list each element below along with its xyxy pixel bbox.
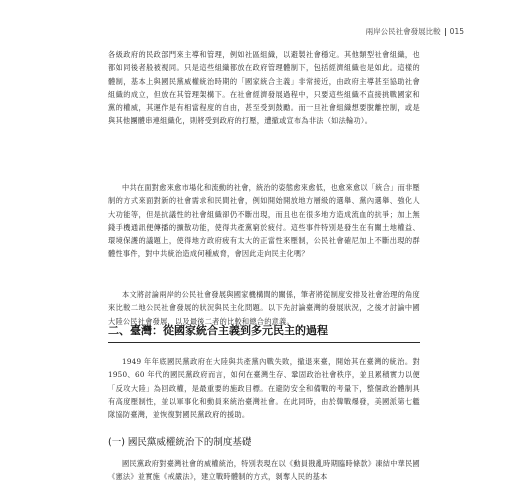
paragraph-2 (108, 181, 420, 261)
section-heading: 二、臺灣：從國家統合主義到多元民主的過程 (108, 322, 420, 343)
subsection-heading: (一) 國民黨威權統治下的制度基礎 (108, 437, 252, 448)
header-divider (445, 28, 446, 36)
paragraph-1 (108, 48, 420, 128)
paragraph-1-text: 各級政府的民政部門來主導和管理，例如社區組織，以避製社會穩定。其他類型社會組織，也都如同後者般被視同。只是這些組織都放在政府管理體制下，包括經濟組織也是如此。這樣的體制，基本上與國民黨威權統治時期的「國家統合主義」非常接近，由政府主導甚至協助社會組織的成立，但放在其管理架構下。在社會經濟發展過程中，只要這些組織不直接挑戰國家和黨的權威，其運作是有相當程度的自由，甚至受到鼓勵。而一旦社會組織想要脫離控制，或是與其他團體串連組織化，則將受到政府的打壓，遭撤或宣布為非法（如法輪功）。 (108, 50, 420, 126)
paragraph-5 (108, 457, 420, 484)
paragraph-3-text: 本文將討論兩岸的公民社會發展與國家機構間的關係，筆者將從制度安排及社會治理的角度來比較二地公民社會發展的狀況與民主化問題。以下先討論臺灣的發展狀況，之後才討論中國大陸公民社會發展，以及最後二者的比較和總合的意義。 (108, 290, 420, 326)
paragraph-4 (108, 355, 420, 421)
paragraph-2-text: 中共在面對愈來愈市場化和流動的社會，統治的姿態愈來愈低，也愈來愈以「統合」而非壓制的方式來面對新的社會需求和民間社會，例如開始開放地方層級的選舉、黨內選舉、強化人大功能等，但是抗議性的社會組織卻仍不斷出現，而且也在很多地方造成流血的抗爭；加上無錢手機通訊便傳播的擴散功能，使得共產黨窮於疲付。這些事件特別是發生在有關土地權益、環境保護的議題上，使得地方政府疲有太大的正當性來壓制，公民社會確尼加上不斷出現的群體性事件，對中共統治造成何種威脅，會因此走向民主化嗎？ (108, 183, 420, 259)
running-header (366, 26, 464, 37)
running-title: 兩岸公民社會發展比較 (365, 27, 441, 36)
page-number: 015 (449, 27, 464, 36)
paragraph-5-text: 國民黨政府對臺灣社會的威權統治，特別表現在以《動員戡亂時期臨時條款》凍結中華民國《憲法》並實施《戒嚴法》，建立戰時體制的方式，剝奪人民的基本 (108, 459, 420, 482)
paragraph-4-text: 1949 年年底國民黨政府在大陸與共產黨內戰失敗，撤退來臺，開始其在臺灣的統治。對 1950、60 年代的國民黨政府而言，如何在臺灣生存、鞏固政治社會秩序，並且累積實力以便「反攻大陸」為回政權，是最重要的施政目標。在避防安全和備戰的考量下，整個政治體制具有高度壓制性，並以軍事化和動員來統治臺灣社會。在此同時，由於韓戰爆發，美國派第七艦隊協防臺灣，並恢復對國民黨政府的援助。 (108, 357, 420, 420)
